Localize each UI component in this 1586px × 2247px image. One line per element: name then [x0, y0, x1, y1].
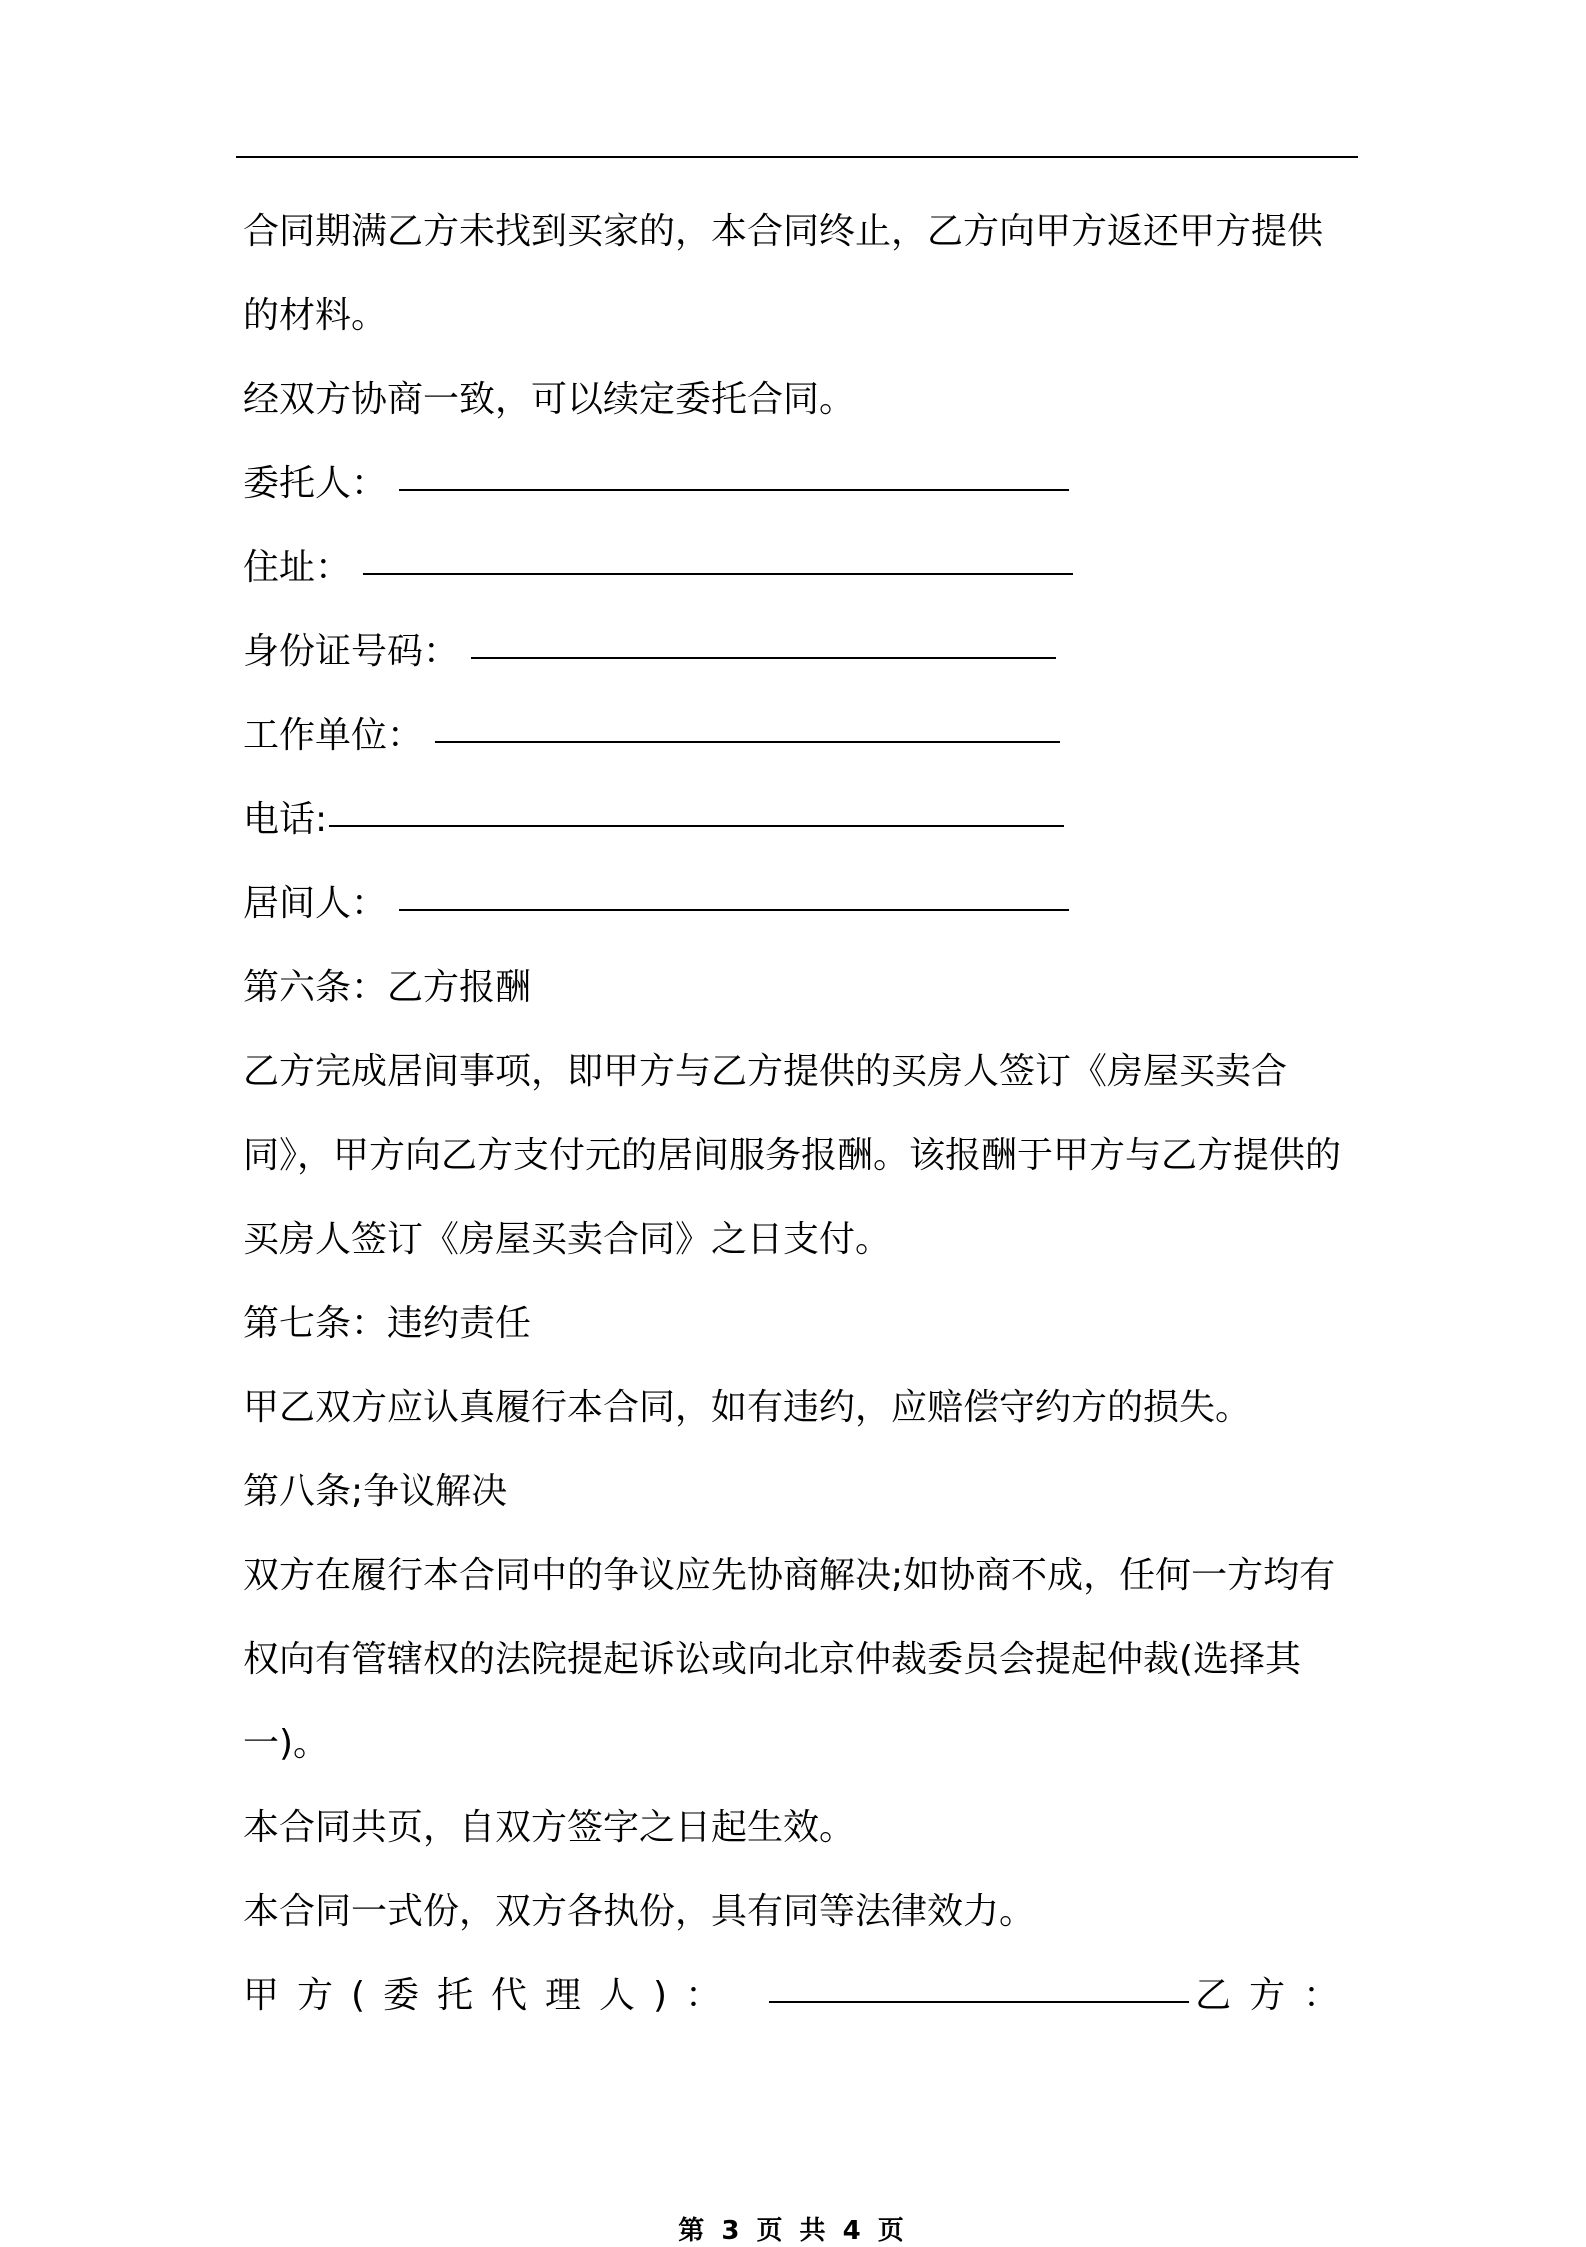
id-number-label: 身份证号码： — [243, 631, 460, 672]
article7-title: 第七条：违约责任 — [243, 1303, 532, 1344]
article6-title: 第六条：乙方报酬 — [243, 967, 532, 1008]
party-a-label: 甲方(委托代理人)： — [243, 1975, 740, 2016]
address-label: 住址： — [243, 547, 352, 588]
party-b-label: 乙方： — [1195, 1975, 1358, 2016]
employer-field — [243, 694, 1358, 778]
document-body — [243, 190, 1358, 2038]
pages-clause: 本合同共页，自双方签字之日起生效。 — [243, 1807, 856, 1848]
intermediary-blank[interactable] — [399, 909, 1069, 911]
principal-blank[interactable] — [399, 489, 1069, 491]
intermediary-field — [243, 862, 1358, 946]
id-number-field — [243, 610, 1358, 694]
principal-field — [243, 442, 1358, 526]
phone-field — [243, 778, 1358, 862]
employer-label: 工作单位： — [243, 715, 424, 756]
principal-label: 委托人： — [243, 463, 388, 504]
article6-body: 乙方完成居间事项，即甲方与乙方提供的买房人签订《房屋买卖合同》，甲方向乙方支付元的居间服务报酬。该报酬于甲方与乙方提供的买房人签订《房屋买卖合同》之日支付。 — [243, 1051, 1342, 1260]
header-rule — [236, 156, 1358, 158]
continuation-text: 合同期满乙方未找到买家的，本合同终止，乙方向甲方返还甲方提供的材料。 — [243, 211, 1324, 336]
phone-blank[interactable] — [329, 825, 1064, 827]
id-number-blank[interactable] — [471, 657, 1056, 659]
signature-line — [243, 1954, 1358, 2038]
phone-label: 电话: — [243, 799, 328, 840]
employer-blank[interactable] — [435, 741, 1060, 743]
party-a-blank[interactable] — [769, 2001, 1189, 2003]
article8-title: 第八条;争议解决 — [243, 1471, 508, 1512]
article8-body: 双方在履行本合同中的争议应先协商解决;如协商不成，任何一方均有权向有管辖权的法院提起诉讼或向北京仲裁委员会提起仲裁(选择其一)。 — [243, 1555, 1336, 1764]
address-blank[interactable] — [363, 573, 1073, 575]
article7-body: 甲乙双方应认真履行本合同，如有违约，应赔偿守约方的损失。 — [243, 1387, 1252, 1428]
address-field — [243, 526, 1358, 610]
page-footer: 第 3 页 共 4 页 — [678, 2216, 908, 2246]
intermediary-label: 居间人： — [243, 883, 388, 924]
copies-clause: 本合同一式份，双方各执份，具有同等法律效力。 — [243, 1891, 1036, 1932]
renewal-text: 经双方协商一致，可以续定委托合同。 — [243, 379, 856, 420]
